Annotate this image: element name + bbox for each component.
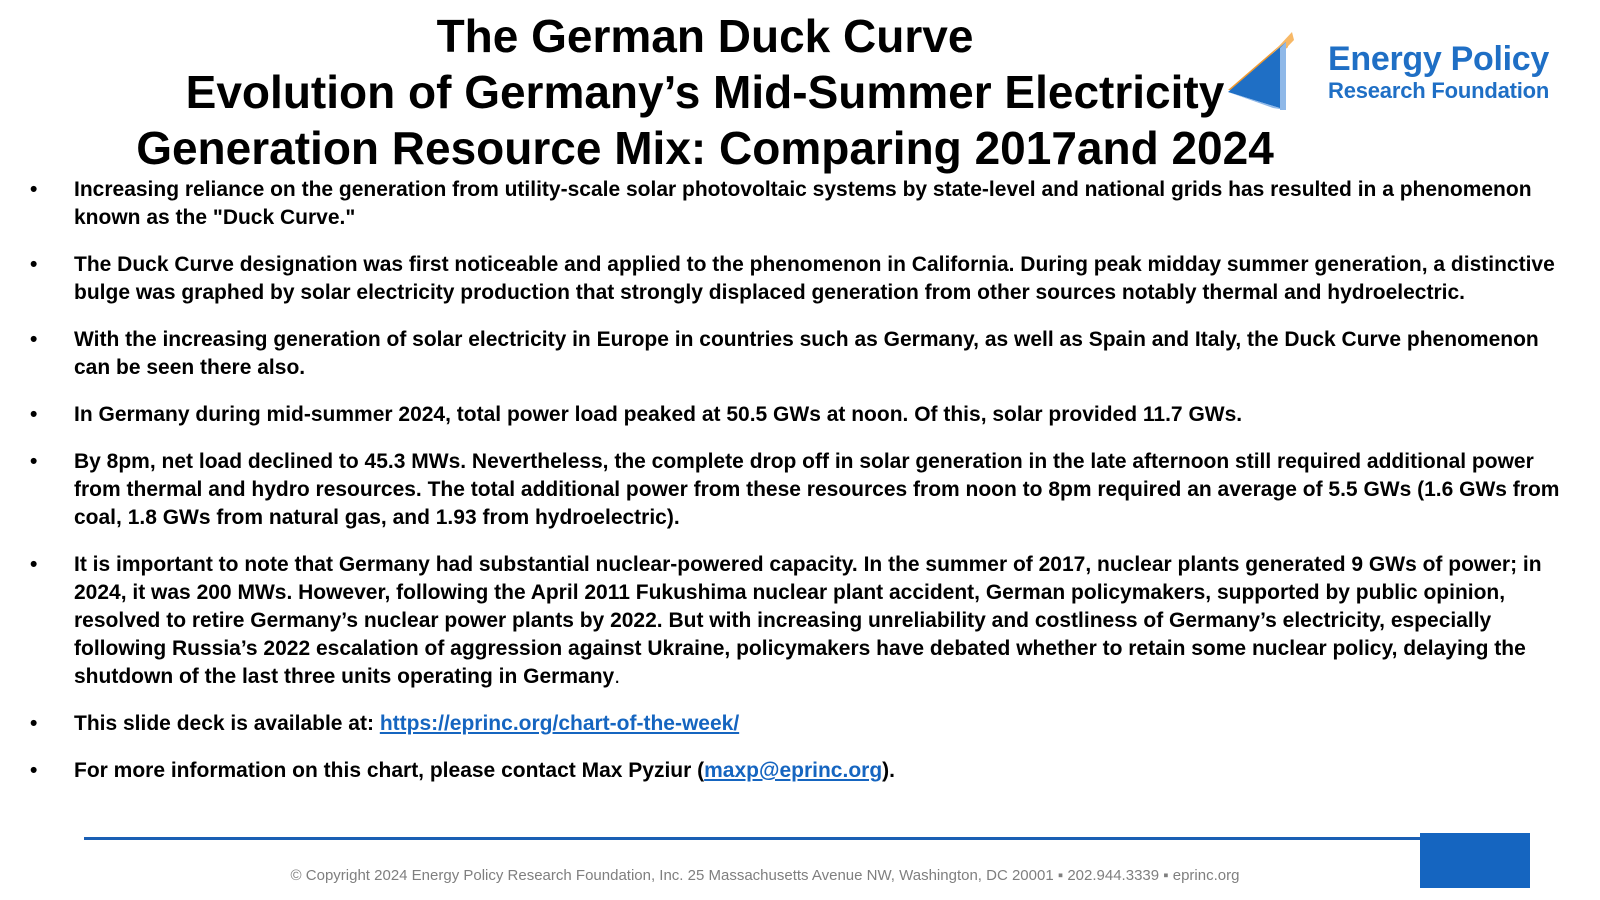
bullet-suffix: ). [882, 759, 895, 782]
title-line-1: The German Duck Curve [436, 10, 974, 62]
bullet-item [30, 710, 1580, 738]
bullet-suffix: . [614, 665, 621, 688]
bullet-dot-icon: • [30, 553, 38, 576]
bullet-dot-icon: • [30, 328, 38, 351]
bullet-dot-icon: • [30, 178, 38, 201]
copyright-text: © Copyright 2024 Energy Policy Research Foundation, Inc. 25 Massachusetts Avenue NW, Washington, DC 20001 ▪ 202.944.3339 ▪ eprinc.org [290, 867, 1240, 884]
bullet-dot-icon: • [30, 253, 38, 276]
logo-wordmark [1328, 42, 1549, 102]
bullet-item [30, 448, 1580, 532]
logo-line-1: Energy Policy [1328, 40, 1549, 78]
slide-deck-link[interactable]: https://eprinc.org/chart-of-the-week/ [379, 712, 740, 735]
bullet-item [30, 401, 1580, 429]
logo-line-2: Research Foundation [1328, 78, 1550, 103]
bullet-dot-icon: • [30, 712, 38, 735]
bullet-text: This slide deck is available at: [74, 712, 380, 735]
bullet-text: In Germany during mid-summer 2024, total power load peaked at 50.5 GWs at noon. Of this, solar provided 11.7 GWs. [74, 403, 1243, 426]
bullet-text: With the increasing generation of solar electricity in Europe in countries such as Germany, as well as Spain and Italy, the Duck Curve phenomenon can be seen there also. [74, 328, 1539, 379]
bullet-dot-icon: • [30, 759, 38, 782]
bullet-item [30, 251, 1580, 307]
bullet-text: The Duck Curve designation was first noticeable and applied to the phenomenon in California. During peak midday summer generation, a distinctive bulge was graphed by solar electricity production that strongly displaced generation from other sources notably thermal and hydroelectric. [74, 253, 1555, 304]
bullet-item [30, 176, 1580, 232]
bullet-text: By 8pm, net load declined to 45.3 MWs. Nevertheless, the complete drop off in solar generation in the late afternoon still required additional power from thermal and hydro resources. The total additional power from these resources from noon to 8pm required an average of 5.5 GWs (1.6 GWs from coal, 1.8 GWs from natural gas, and 1.93 from hydroelectric). [74, 450, 1560, 529]
bullet-dot-icon: • [30, 450, 38, 473]
bullet-text: For more information on this chart, please contact Max Pyziur ( [74, 759, 705, 782]
footer-divider [84, 837, 1420, 840]
logo-wedge-icon [1228, 22, 1328, 122]
contact-email-link[interactable]: maxp@eprinc.org [704, 759, 883, 782]
title-line-3: Generation Resource Mix: Comparing 2017and 2024 [136, 122, 1274, 174]
title-line-2: Evolution of Germany’s Mid-Summer Electricity [185, 66, 1225, 118]
bullet-text: It is important to note that Germany had substantial nuclear-powered capacity. In the summer of 2017, nuclear plants generated 9 GWs of power; in 2024, it was 200 MWs. However, following the April 2011 Fukushima nuclear plant accident, German policymakers, supported by public opinion, resolved to retire Germany’s nuclear power plants by 2022. But with increasing unreliability and costliness of Germany’s electricity, especially following Russia’s 2022 escalation of aggression against Ukraine, policymakers have debated whether to retain some nuclear policy, delaying the shutdown of the last three units operating in Germany [74, 553, 1542, 688]
bullet-text: Increasing reliance on the generation from utility-scale solar photovoltaic systems by state-level and national grids has resulted in a phenomenon known as the "Duck Curve." [74, 178, 1532, 229]
slide-title [100, 8, 1310, 176]
bullet-item [30, 551, 1580, 691]
bullet-item [30, 326, 1580, 382]
eprinc-logo [1228, 22, 1588, 122]
bullet-list [30, 176, 1580, 804]
bullet-dot-icon: • [30, 403, 38, 426]
bullet-item [30, 757, 1580, 785]
